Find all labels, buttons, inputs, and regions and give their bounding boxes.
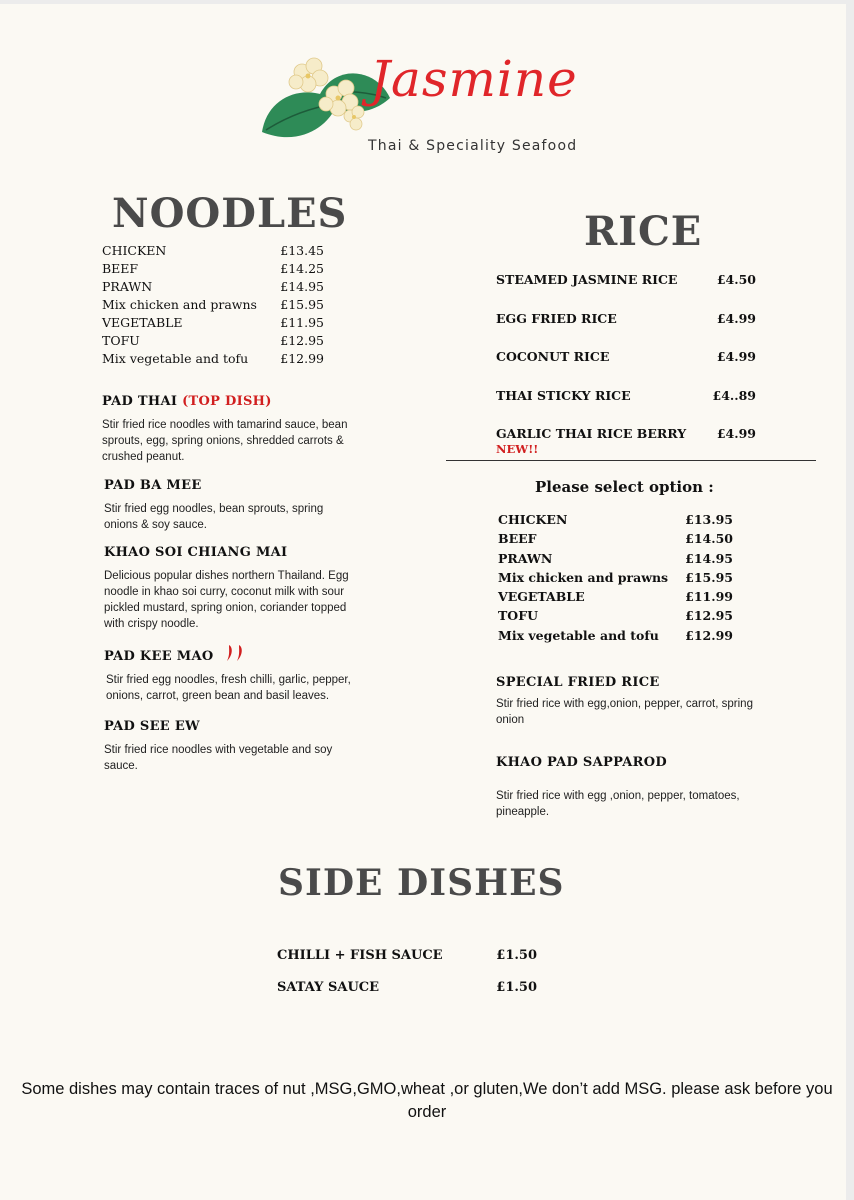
list-item: SATAY SAUCE £1.50	[277, 980, 537, 995]
noodles-heading: NOODLES	[112, 190, 348, 237]
list-item: VEGETABLE £11.99	[498, 589, 733, 605]
dish-title: PAD KEE MAO	[104, 649, 214, 664]
new-badge: NEW!!	[496, 442, 539, 456]
list-item: STEAMED JASMINE RICE £4.50	[496, 272, 756, 287]
side-dishes-list	[277, 948, 537, 1012]
list-item: Mix vegetable and tofu £12.99	[498, 627, 733, 643]
rice-option-list	[498, 510, 733, 645]
dish-khao-pad-sapparod	[496, 755, 776, 820]
dish-title: PAD BA MEE	[104, 478, 202, 493]
list-item: BEEF £14.25	[102, 261, 324, 276]
dish-pad-ba-mee	[104, 478, 354, 533]
list-item: CHICKEN £13.45	[102, 243, 324, 258]
dish-title: PAD SEE EW	[104, 719, 200, 734]
list-item: CHICKEN £13.95	[498, 512, 733, 527]
list-item: GARLIC THAI RICE BERRY NEW!! £4.99	[496, 426, 756, 456]
list-item: PRAWN £14.95	[102, 279, 324, 294]
dish-description: Stir fried rice noodles with tamarind sauce, bean sprouts, egg, spring onions, shredded carrots & crushed peanut.	[102, 419, 348, 463]
dish-pad-kee-mao	[104, 643, 379, 704]
brand-tagline: Thai & Speciality Seafood	[368, 138, 578, 154]
side-dishes-heading: SIDE DISHES	[278, 862, 565, 904]
dish-khao-soi	[104, 545, 354, 632]
dish-title: PAD THAI	[102, 394, 178, 409]
menu-page	[0, 4, 846, 1200]
list-item: COCONUT RICE £4.99	[496, 349, 756, 364]
list-item: THAI STICKY RICE £4..89	[496, 387, 756, 403]
section-divider	[446, 460, 816, 461]
list-item: VEGETABLE £11.95	[102, 315, 324, 330]
rice-heading: RICE	[584, 208, 703, 255]
list-item: CHILLI + FISH SAUCE £1.50	[277, 948, 537, 963]
noodles-price-list	[102, 242, 324, 368]
dish-description: Stir fried rice with egg ,onion, pepper, tomatoes, pineapple.	[496, 790, 740, 818]
allergen-note: Some dishes may contain traces of nut ,MSG,GMO,wheat ,or gluten,We don’t add MSG. please ask before you order	[21, 1080, 833, 1121]
dish-title: KHAO SOI CHIANG MAI	[104, 545, 288, 560]
brand-name: Jasmine	[370, 50, 578, 108]
list-item: PRAWN £14.95	[498, 550, 733, 566]
brand-logo	[258, 50, 588, 164]
list-item: Mix vegetable and tofu £12.99	[102, 351, 324, 366]
dish-title: KHAO PAD SAPPAROD	[496, 755, 667, 770]
list-item: TOFU £12.95	[102, 333, 324, 348]
dish-description: Stir fried rice with egg,onion, pepper, carrot, spring onion	[496, 698, 753, 726]
list-item: BEEF £14.50	[498, 531, 733, 547]
dish-description: Delicious popular dishes northern Thailand. Egg noodle in khao soi curry, coconut milk with sour pickled mustard, spring onion, coriander topped with crispy noodle.	[104, 570, 349, 630]
top-dish-tag: (TOP DISH)	[182, 394, 272, 409]
list-item: TOFU £12.95	[498, 608, 733, 624]
dish-pad-thai	[102, 394, 377, 465]
dish-title: SPECIAL FRIED RICE	[496, 675, 660, 690]
list-item: Mix chicken and prawns £15.95	[102, 297, 324, 312]
rice-price-list	[496, 272, 756, 465]
chilli-icon	[224, 643, 248, 663]
dish-special-fried-rice	[496, 675, 756, 728]
dish-description: Stir fried egg noodles, fresh chilli, garlic, pepper, onions, carrot, green bean and basil leaves.	[106, 674, 351, 702]
list-item: EGG FRIED RICE £4.99	[496, 310, 756, 326]
list-item: Mix chicken and prawns £15.95	[498, 569, 733, 585]
dish-description: Stir fried egg noodles, bean sprouts, spring onions & soy sauce.	[104, 503, 324, 531]
dish-description: Stir fried rice noodles with vegetable and soy sauce.	[104, 744, 333, 772]
option-title: Please select option :	[535, 478, 714, 496]
dish-pad-see-ew	[104, 719, 364, 774]
